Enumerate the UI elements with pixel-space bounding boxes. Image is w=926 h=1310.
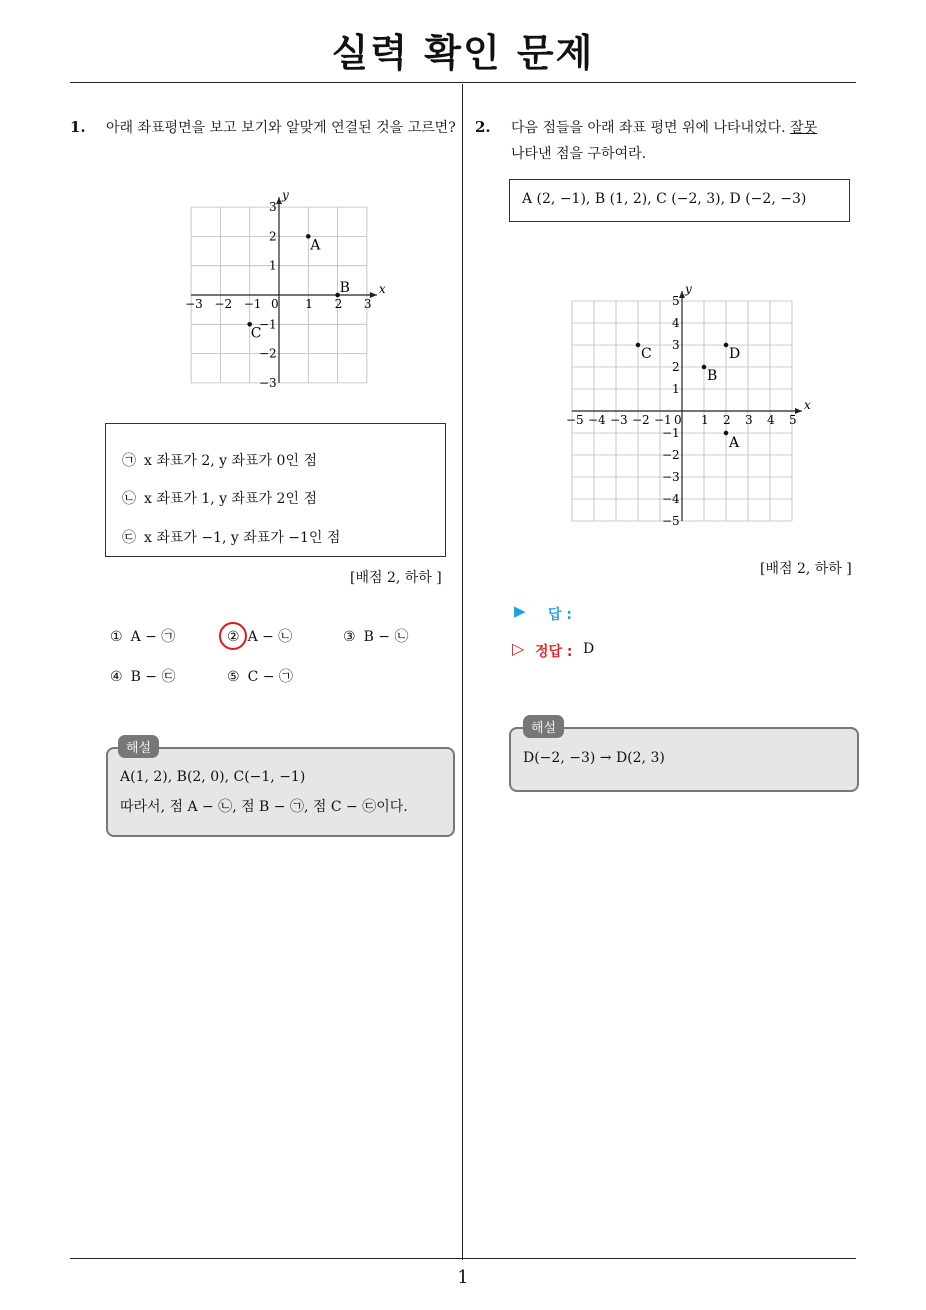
page-number: 1: [457, 1267, 469, 1288]
point-label-A: A: [729, 435, 740, 451]
column-divider: [462, 84, 463, 1260]
y-tick-label: −1: [662, 426, 680, 440]
q2-correct-label: 정답 :: [535, 644, 573, 660]
y-tick-label: −2: [259, 346, 277, 361]
q2-text: [511, 115, 861, 167]
q2-coordinate-plane: [555, 280, 815, 530]
bottom-rule: [70, 1258, 856, 1259]
x-tick-label: 4: [767, 413, 775, 427]
x-axis-label: x: [804, 398, 811, 412]
x-tick-label: 1: [305, 297, 313, 311]
y-tick-label: 2: [269, 229, 277, 244]
q1-coordinate-plane: [170, 185, 390, 395]
q1-solution-box: [106, 747, 455, 837]
y-tick-label: −3: [259, 375, 277, 390]
condition-text: x 좌표가 2, y 좌표가 0인 점: [144, 453, 317, 469]
point-B: [702, 365, 707, 370]
point-label-B: B: [339, 280, 350, 296]
x-tick-label: 5: [789, 413, 797, 427]
y-tick-label: 2: [672, 360, 680, 374]
y-tick-label: −5: [662, 514, 680, 528]
condition-marker: ㉡: [122, 491, 136, 507]
q1-solution-line2: 따라서, 점 A − ㉡, 점 B − ㉠, 점 C − ㉢이다.: [120, 799, 408, 815]
condition-text: x 좌표가 −1, y 좌표가 −1인 점: [144, 530, 341, 546]
point-D: [724, 343, 729, 348]
x-tick-label: 0: [271, 297, 279, 311]
q1-condition-item: [122, 527, 340, 547]
point-label-C: C: [250, 325, 262, 342]
y-tick-label: 5: [672, 294, 680, 308]
x-tick-label: 3: [363, 297, 372, 311]
q2-given-box: [509, 179, 850, 222]
option-text: B − ㉡: [363, 629, 409, 645]
option-text: C − ㉠: [247, 669, 293, 685]
y-axis-label: y: [282, 188, 289, 203]
q2-text-part2: 나타낸 점을 구하여라.: [511, 146, 647, 162]
y-tick-label: 3: [672, 338, 680, 352]
q2-score: [배점 2, 하하 ]: [760, 561, 852, 577]
q1-condition-item: [122, 450, 317, 470]
q2-solution-tag: 해설: [523, 715, 564, 738]
option-text: A − ㉡: [247, 629, 293, 645]
x-tick-label: −2: [632, 413, 650, 427]
q2-text-part1: 다음 점들을 아래 좌표 평면 위에 나타내었다.: [511, 120, 791, 136]
point-C: [636, 343, 641, 348]
correct-triangle-icon: ▷: [512, 639, 525, 658]
x-tick-label: 2: [334, 297, 343, 311]
x-tick-label: −1: [243, 297, 262, 311]
q1-score: [배점 2, 하하 ]: [350, 570, 442, 586]
y-tick-label: −4: [662, 492, 680, 506]
point-label-C: C: [641, 346, 652, 362]
point-label-D: D: [729, 346, 741, 362]
option-text: A − ㉠: [130, 629, 176, 645]
q1-option-1[interactable]: [110, 626, 175, 646]
y-tick-label: −2: [662, 448, 680, 462]
x-tick-label: −1: [654, 413, 672, 427]
y-axis-label: y: [685, 282, 692, 296]
q2-solution-box: [509, 727, 859, 792]
option-number: ④: [110, 669, 123, 685]
x-tick-label: 1: [701, 413, 709, 427]
q1-option-5[interactable]: [227, 666, 293, 686]
y-tick-label: 3: [269, 200, 277, 215]
point-label-A: A: [310, 237, 321, 254]
x-tick-label: −3: [610, 413, 628, 427]
condition-marker: ㉢: [122, 530, 136, 546]
option-number: ①: [110, 629, 123, 645]
q2-text-underlined: 잘못: [790, 120, 818, 136]
point-label-B: B: [707, 368, 718, 384]
q2-number: 2.: [475, 118, 491, 136]
q1-number: 1.: [70, 118, 86, 136]
point-A: [724, 431, 729, 436]
q1-solution-tag: 해설: [118, 735, 159, 758]
q2-answer-label: 답 :: [548, 607, 572, 623]
y-tick-label: −3: [662, 470, 680, 484]
x-tick-label: −5: [566, 413, 584, 427]
q1-option-3[interactable]: [343, 626, 408, 646]
option-number: ②: [227, 629, 240, 645]
y-tick-label: 1: [672, 382, 680, 396]
condition-text: x 좌표가 1, y 좌표가 2인 점: [144, 491, 317, 507]
y-tick-label: −1: [259, 317, 277, 332]
q1-solution-line1: A(1, 2), B(2, 0), C(−1, −1): [120, 769, 306, 785]
answer-triangle-icon: ▶: [514, 602, 526, 620]
x-tick-label: −2: [214, 297, 233, 311]
option-number: ⑤: [227, 669, 240, 685]
x-tick-label: 0: [674, 413, 682, 427]
q1-text: 아래 좌표평면을 보고 보기와 알맞게 연결된 것을 고르면?: [106, 120, 456, 136]
q1-condition-item: [122, 488, 317, 508]
q2-solution-line1: D(−2, −3) → D(2, 3): [523, 750, 665, 766]
top-rule: [70, 82, 856, 83]
x-tick-label: −4: [588, 413, 606, 427]
answer-circle-mark: [219, 622, 247, 650]
x-axis-label: x: [378, 282, 386, 296]
option-number: ③: [343, 629, 356, 645]
q1-option-4[interactable]: [110, 666, 175, 686]
q1-conditions-box: [105, 423, 446, 557]
x-tick-label: 3: [745, 413, 753, 427]
page-title: 실력 확인 문제: [331, 31, 595, 75]
option-text: B − ㉢: [130, 669, 176, 685]
x-tick-label: 2: [723, 413, 731, 427]
q2-given-points: A (2, −1), B (1, 2), C (−2, 3), D (−2, −3): [522, 191, 807, 207]
x-tick-label: −3: [185, 297, 203, 311]
y-tick-label: 4: [672, 316, 680, 330]
condition-marker: ㉠: [122, 453, 136, 469]
y-tick-label: 1: [269, 258, 277, 273]
q2-correct-value: D: [583, 641, 595, 657]
